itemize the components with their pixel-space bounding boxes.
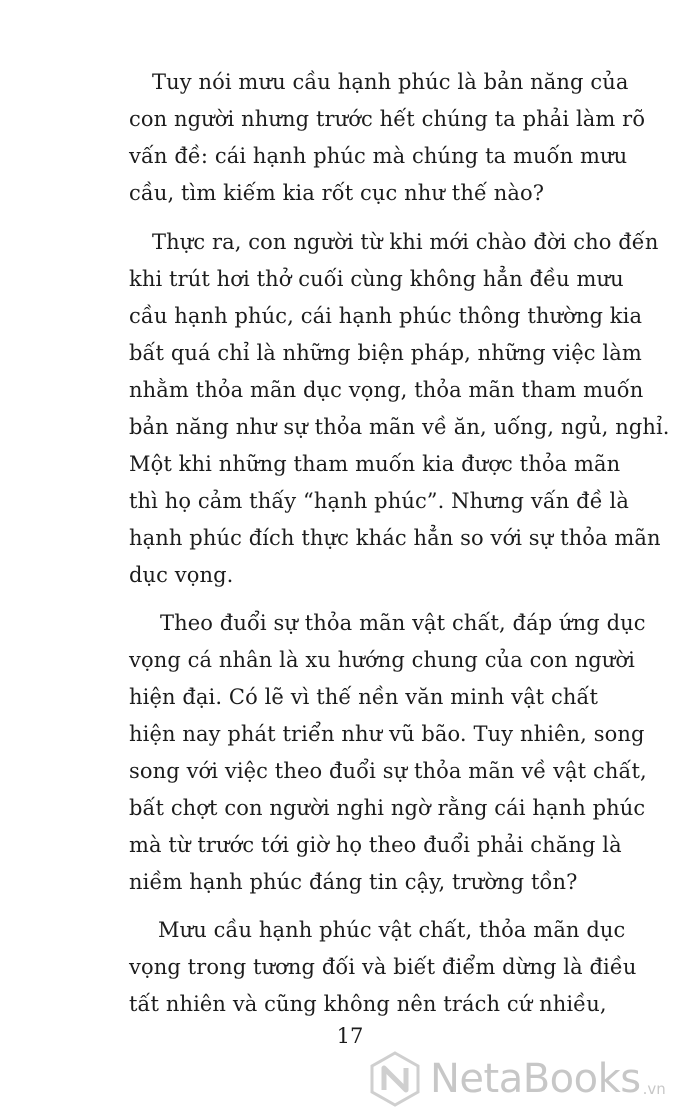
text-line: nhằm thỏa mãn dục vọng, thỏa mãn tham muốn [129, 378, 644, 402]
text-line: mà từ trước tới giờ họ theo đuổi phải chăng là [129, 833, 622, 857]
text-line: Một khi những tham muốn kia được thỏa mãn [129, 452, 621, 476]
text-line: thì họ cảm thấy “hạnh phúc”. Nhưng vấn đề là [129, 489, 629, 513]
text-line: bản năng như sự thỏa mãn về ăn, uống, ngủ, nghỉ. [129, 415, 670, 439]
watermark-text: NetaBooks [430, 1056, 641, 1102]
text-line: hiện đại. Có lẽ vì thế nền văn minh vật chất [129, 685, 598, 709]
text-line: Tuy nói mưu cầu hạnh phúc là bản năng của [152, 70, 629, 94]
watermark-suffix: .vn [642, 1080, 666, 1098]
text-line: con người nhưng trước hết chúng ta phải làm rõ [129, 107, 646, 131]
text-line: hạnh phúc đích thực khác hẳn so với sự thỏa mãn [129, 526, 661, 550]
text-line: song với việc theo đuổi sự thỏa mãn về vật chất, [129, 759, 647, 783]
netabooks-watermark [366, 1048, 696, 1110]
text-line: bất chợt con người nghi ngờ rằng cái hạnh phúc [129, 796, 646, 820]
page-number: 17 [336, 1024, 364, 1048]
text-line: vọng cá nhân là xu hướng chung của con người [129, 648, 635, 672]
text-line: cầu hạnh phúc, cái hạnh phúc thông thường kia [129, 304, 643, 328]
text-line: tất nhiên và cũng không nên trách cứ nhiều, [129, 992, 607, 1016]
text-line: Mưu cầu hạnh phúc vật chất, thỏa mãn dục [158, 918, 626, 942]
text-line: Thực ra, con người từ khi mới chào đời cho đến [152, 230, 659, 254]
text-line: khi trút hơi thở cuối cùng không hẳn đều mưu [129, 267, 624, 291]
text-line: Theo đuổi sự thỏa mãn vật chất, đáp ứng dục [160, 611, 646, 635]
text-line: bất quá chỉ là những biện pháp, những việc làm [129, 341, 642, 365]
text-line: cầu, tìm kiếm kia rốt cục như thế nào? [129, 181, 545, 205]
text-line: vấn đề: cái hạnh phúc mà chúng ta muốn mưu [129, 144, 628, 168]
text-line: dục vọng. [129, 563, 234, 587]
netabooks-logo-icon [366, 1050, 424, 1108]
text-line: vọng trong tương đối và biết điểm dừng là điều [129, 955, 637, 979]
text-line: hiện nay phát triển như vũ bão. Tuy nhiên, song [129, 722, 645, 746]
text-line: niềm hạnh phúc đáng tin cậy, trường tồn? [129, 870, 578, 894]
